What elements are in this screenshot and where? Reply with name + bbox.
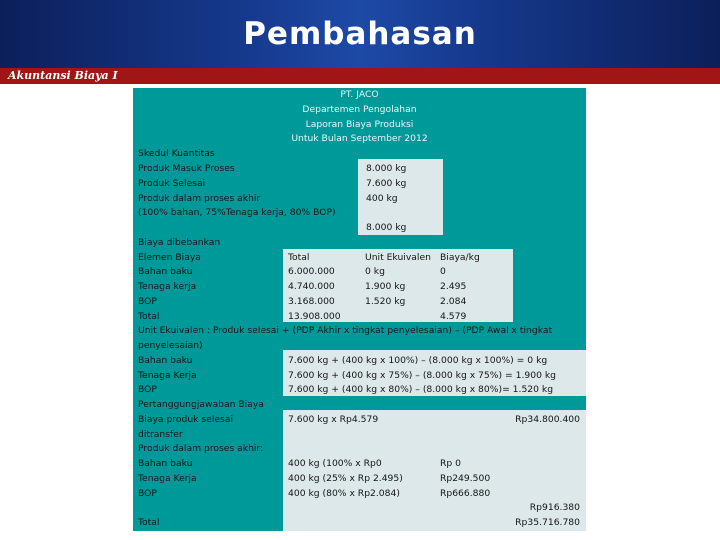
biaya-header-perkg: Biaya/kg [440, 252, 480, 263]
biaya-row-total: 6.000.000 [288, 266, 335, 277]
biaya-row-unit: 1.520 kg [365, 296, 406, 307]
biaya-header-elemen: Elemen Biaya [138, 252, 201, 263]
pdp-row-amount: Rp 0 [440, 458, 461, 469]
pdp-total: Rp916.380 [529, 502, 580, 513]
skedul-row-value: 400 kg [366, 193, 398, 204]
skedul-row-value: 7.600 kg [366, 178, 407, 189]
pdp-row-calc: 400 kg (25% x Rp 2.495) [288, 473, 403, 484]
biaya-row-total: 4.740.000 [288, 281, 335, 292]
pdp-title-cells [283, 438, 586, 452]
company-name: PT. JACO [340, 89, 379, 100]
ue-row-calc: 7.600 kg + (400 kg x 75%) – (8.000 kg x 75%) = 1.900 kg [288, 370, 556, 381]
ue-row-calc: 7.600 kg + (400 kg x 100%) – (8.000 kg x 100%) = 0 kg [288, 355, 548, 366]
biaya-row-label: Tenaga kerja [138, 281, 197, 292]
pdp-row-amount: Rp666.880 [440, 488, 491, 499]
pj-selesai-label-cont: ditransfer [138, 429, 183, 440]
biaya-row-perkg: 4.579 [440, 311, 467, 322]
biaya-row-unit: 1.900 kg [365, 281, 406, 292]
pj-selesai-calc: 7.600 kg x Rp4.579 [288, 414, 379, 425]
report-period: Untuk Bulan September 2012 [291, 133, 428, 144]
pj-title: Pertanggungjawaban Biaya [138, 399, 264, 410]
biaya-title: Biaya dibebankan [138, 237, 221, 248]
biaya-row-label: Total [138, 311, 160, 322]
biaya-row-perkg: 2.495 [440, 281, 467, 292]
biaya-right-column [513, 249, 586, 322]
ue-row-label: BOP [138, 384, 157, 395]
biaya-row-total: 3.168.000 [288, 296, 335, 307]
skedul-row-value: 8.000 kg [366, 163, 407, 174]
skedul-row-note: (100% bahan, 75%Tenaga kerja, 80% BOP) [138, 207, 336, 218]
pj-selesai-label: Biaya produk selesai [138, 414, 234, 425]
skedul-title: Skedul Kuantitas [138, 148, 215, 159]
ue-row-label: Tenaga Kerja [138, 370, 197, 381]
pdp-row-label: Tenaga Kerja [138, 473, 197, 484]
ue-formula: Unit Ekuivalen : Produk selesai + (PDP Akhir x tingkat penyelesaian) – (PDP Awal x tingkat [138, 325, 553, 336]
ue-row-label: Bahan baku [138, 355, 193, 366]
skedul-row-label: Produk Selesai [138, 178, 206, 189]
slide-title: Pembahasan [243, 16, 477, 52]
pj-selesai-total: Rp34.800.400 [515, 414, 580, 425]
ue-formula-cont: penyelesaian) [138, 340, 203, 351]
skedul-total-label-bg [133, 221, 358, 235]
biaya-row-label: BOP [138, 296, 157, 307]
department-name: Departemen Pengolahan [302, 104, 417, 115]
cost-report-table [133, 88, 586, 531]
skedul-total: 8.000 kg [366, 222, 407, 233]
pdp-row-calc: 400 kg (80% x Rp2.084) [288, 488, 400, 499]
biaya-header-unit: Unit Ekuivalen [365, 252, 431, 263]
biaya-row-unit: 0 kg [365, 266, 385, 277]
skedul-row-label: Produk dalam proses akhir [138, 193, 261, 204]
biaya-row-perkg: 2.084 [440, 296, 467, 307]
report-name: Laporan Biaya Produksi [305, 119, 414, 130]
pdp-row-calc: 400 kg (100% x Rp0 [288, 458, 382, 469]
pdp-row-label: Bahan baku [138, 458, 193, 469]
skedul-row-label: Produk Masuk Proses [138, 163, 235, 174]
skedul-right-column [443, 159, 586, 221]
subtitle-bar [0, 68, 720, 84]
biaya-row-total: 13.908.000 [288, 311, 341, 322]
grand-total: Rp35.716.780 [515, 517, 580, 528]
pdp-row-amount: Rp249.500 [440, 473, 491, 484]
slide-subtitle: Akuntansi Biaya I [8, 69, 118, 82]
skedul-total-right-bg [443, 221, 586, 235]
pdp-row-label: BOP [138, 488, 157, 499]
biaya-row-perkg: 0 [440, 266, 446, 277]
grand-total-label: Total [138, 517, 160, 528]
pdp-title: Produk dalam proses akhir: [138, 443, 264, 454]
biaya-row-label: Bahan baku [138, 266, 193, 277]
ue-row-calc: 7.600 kg + (400 kg x 80%) – (8.000 kg x 80%)= 1.520 kg [288, 384, 554, 395]
biaya-header-total: Total [288, 252, 310, 263]
